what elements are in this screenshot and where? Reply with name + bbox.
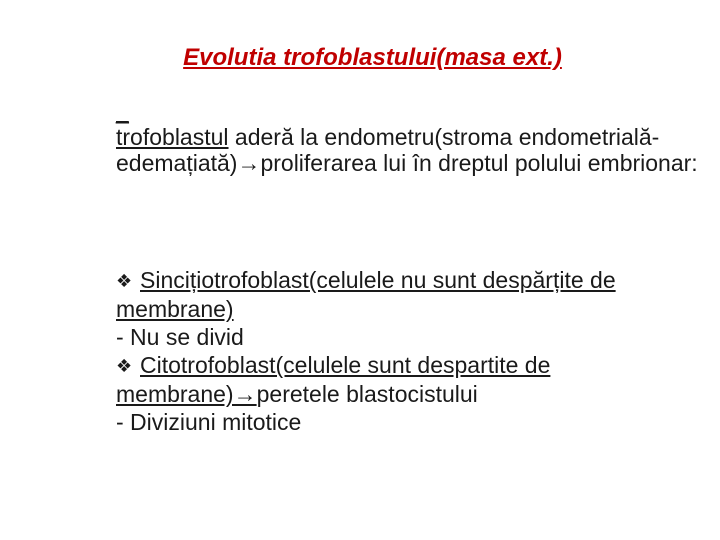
intro-underlined: trofoblastul — [116, 124, 229, 150]
intro-text — [116, 124, 706, 176]
intro-dash: _ — [116, 98, 129, 124]
slide-title: Evolutia trofoblastului(masa ext.) — [183, 44, 562, 71]
bullet-list — [116, 266, 706, 436]
list-item — [116, 351, 706, 408]
item-underlined: Sincițiotrofoblast(celulele nu sunt despărțite de membrane) — [116, 267, 616, 322]
list-item — [116, 266, 706, 323]
intro-paragraph — [116, 98, 706, 176]
diamond-bullet-icon: ❖ — [116, 271, 133, 291]
item-underlined: Citotrofoblast(celulele sunt despartite de membrane)→ — [116, 352, 551, 407]
item-rest: peretele blastocistului — [256, 381, 478, 407]
list-subitem: - Nu se divid — [116, 324, 244, 350]
list-subitem: - Diviziuni mitotice — [116, 409, 302, 435]
diamond-bullet-icon: ❖ — [116, 356, 133, 376]
intro-rest: aderă la endometru(stroma endometrială-edemațiată)→proliferarea lui în dreptul polului embrionar: — [116, 124, 698, 176]
